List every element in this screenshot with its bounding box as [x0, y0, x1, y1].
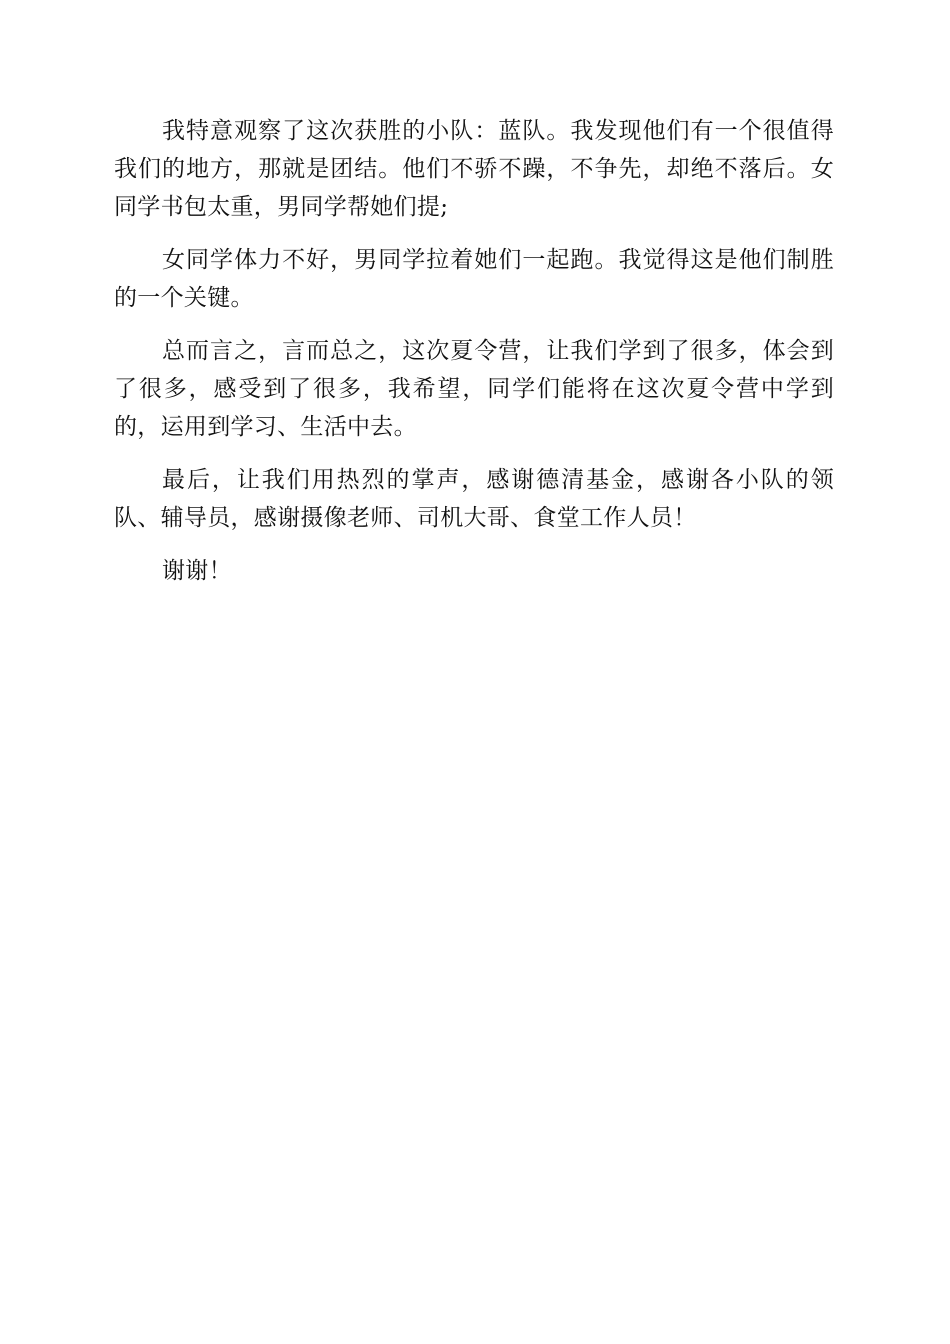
paragraph-closing: 谢谢！ — [162, 558, 232, 584]
document-body — [114, 112, 834, 605]
paragraph-winning-team: 我特意观察了这次获胜的小队：蓝队。我发现他们有一个很值得我们的地方，那就是团结。他们不骄不躁，不争先，却绝不落后。女同学书包太重，男同学帮她们提; — [114, 118, 834, 220]
paragraph-key-to-victory: 女同学体力不好，男同学拉着她们一起跑。我觉得这是他们制胜的一个关键。 — [114, 247, 834, 311]
paragraph-summary: 总而言之，言而总之，这次夏令营，让我们学到了很多，体会到了很多，感受到了很多，我希望，同学们能将在这次夏令营中学到的，运用到学习、生活中去。 — [114, 338, 834, 440]
paragraph-thanks: 最后，让我们用热烈的掌声，感谢德清基金，感谢各小队的领队、辅导员，感谢摄像老师、司机大哥、食堂工作人员！ — [114, 467, 834, 531]
